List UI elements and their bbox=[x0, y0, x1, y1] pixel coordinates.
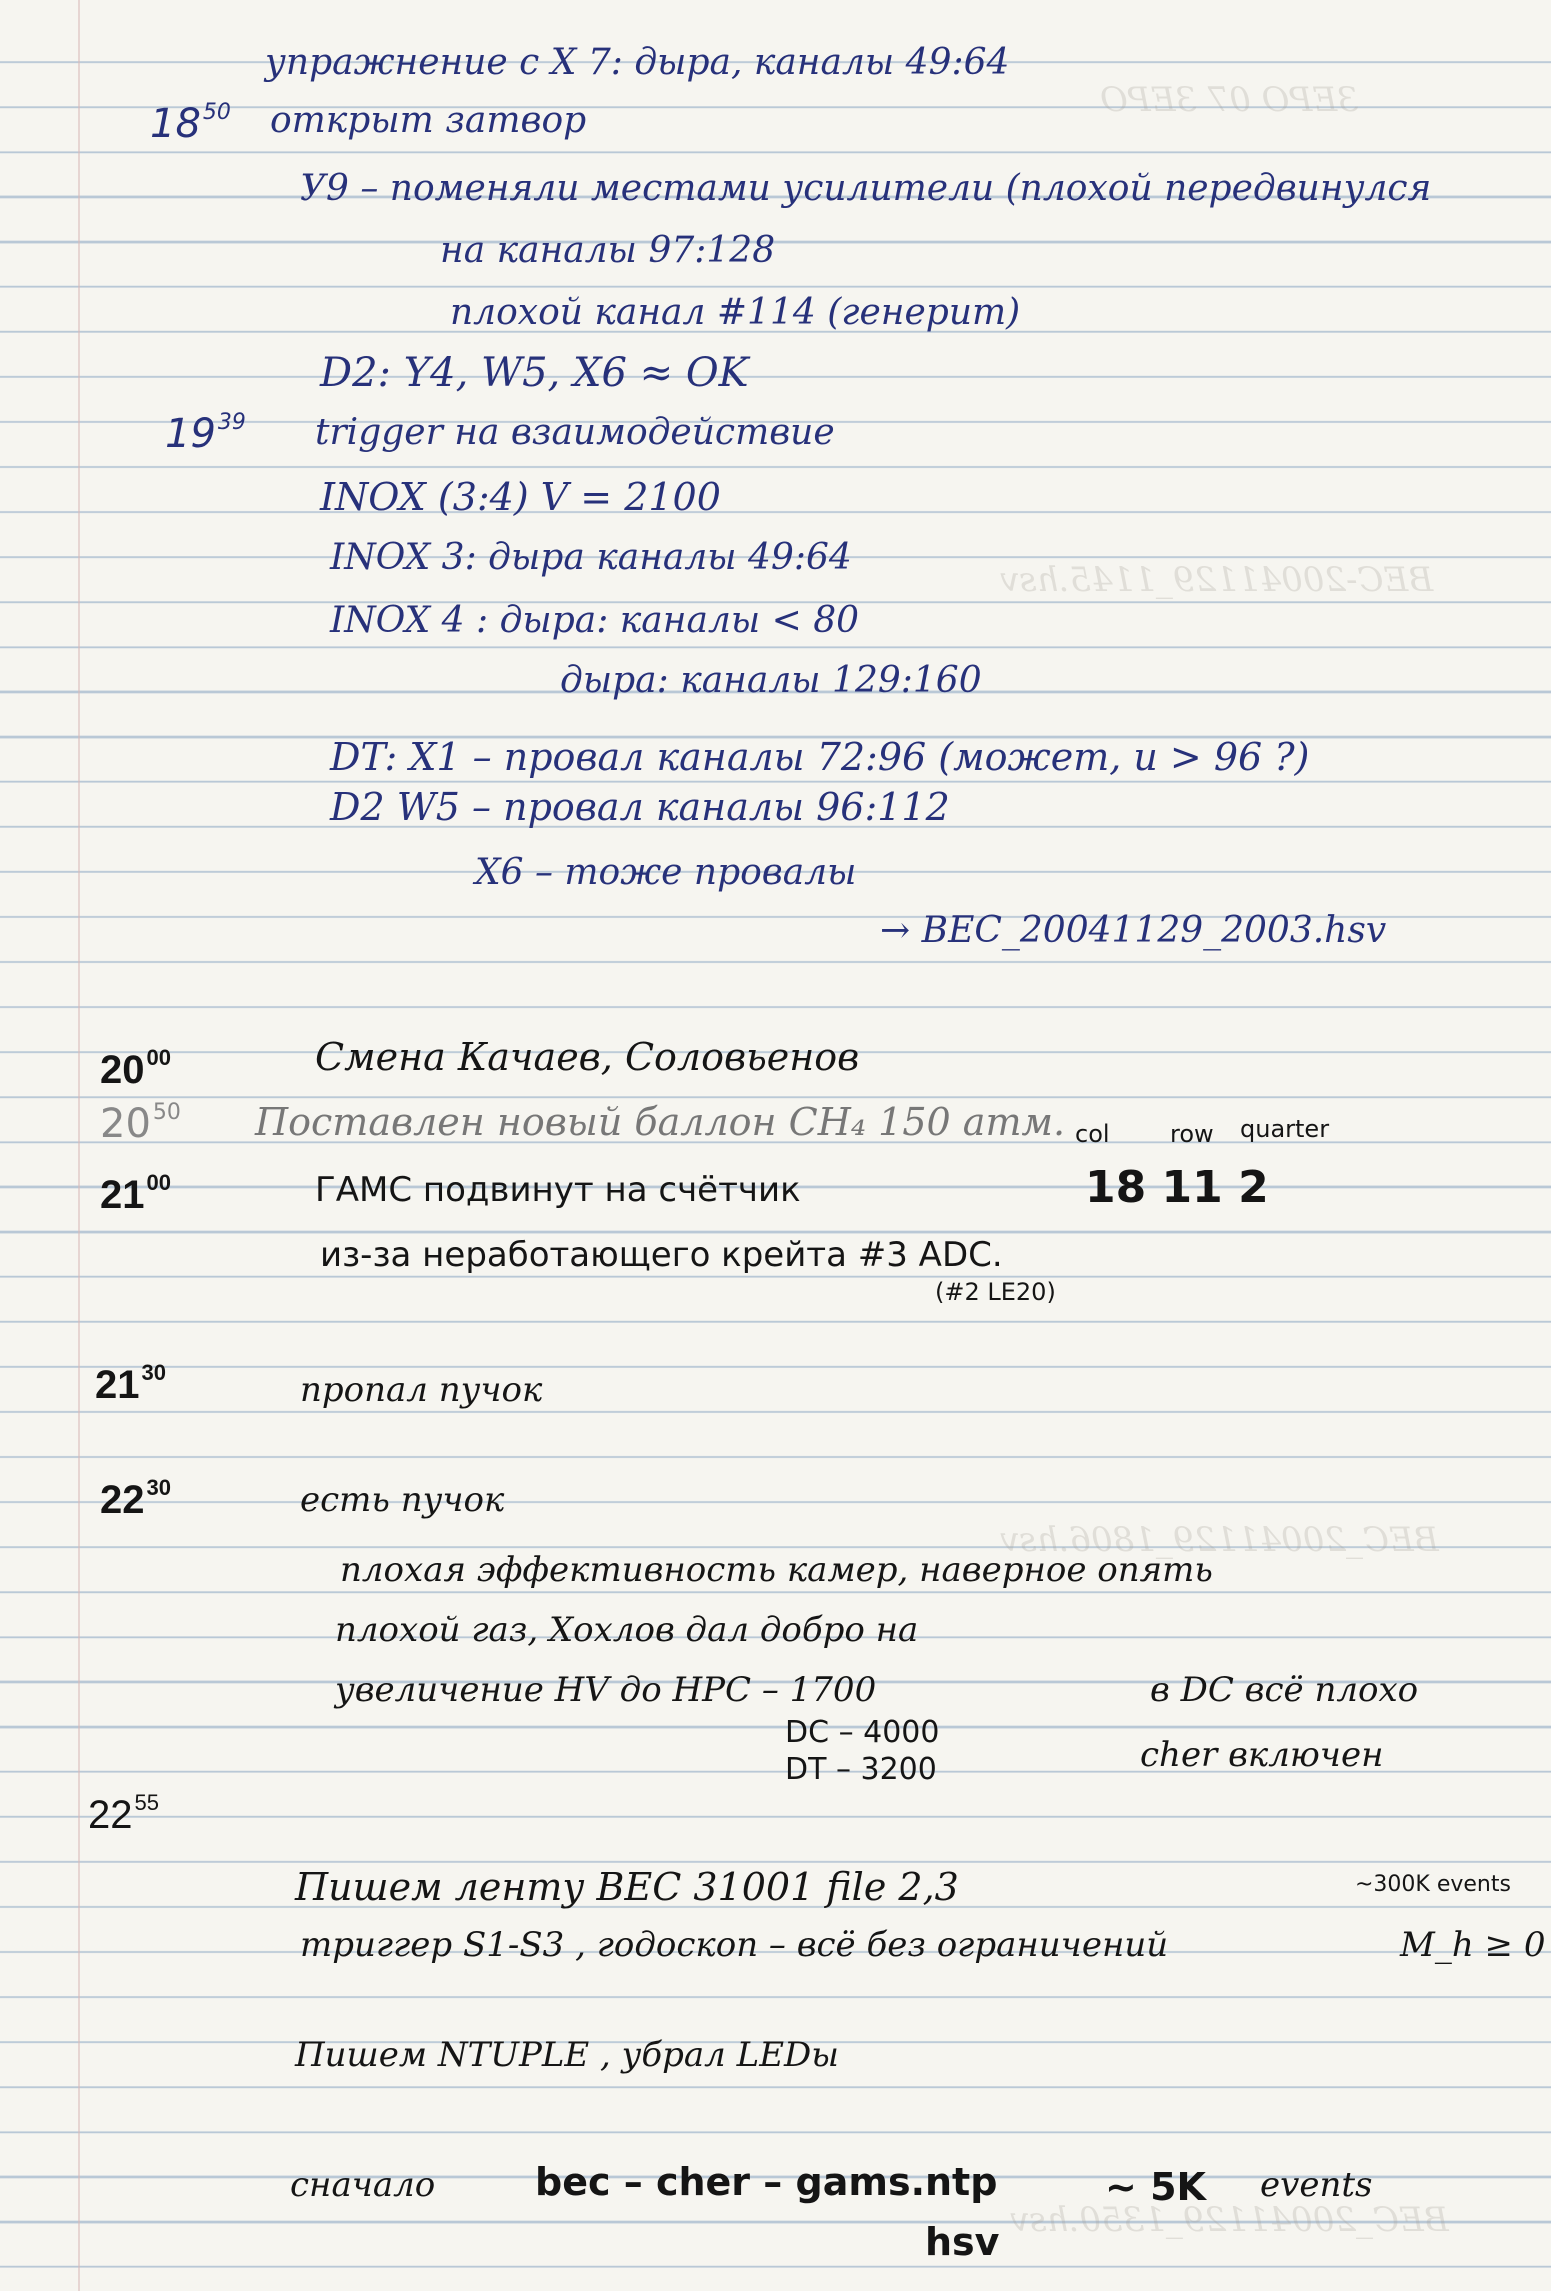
entry-line: триггер S1-S3 , годоскоп – всё без ограничений bbox=[300, 1925, 1169, 1965]
entry-line: увеличение HV до HPC – 1700 bbox=[335, 1670, 877, 1710]
entry-line: DT – 3200 bbox=[785, 1752, 937, 1787]
file-extension: ntp bbox=[925, 2160, 998, 2204]
time-2050: $20^{50}$ bbox=[100, 1100, 181, 1147]
entry-line: Пишем ленту BEC 31001 file 2,3 bbox=[295, 1865, 959, 1909]
entry-line: INOX 4 : дыра: каналы < 80 bbox=[330, 600, 860, 641]
file-name: bec – cher – gams. bbox=[535, 2160, 926, 2204]
entry-line: events bbox=[1260, 2165, 1373, 2205]
entry-line: из-за неработающего крейта #3 ADC. bbox=[320, 1235, 1003, 1275]
entry-line: ГАМС подвинут на счётчик bbox=[315, 1170, 801, 1210]
entry-line: Поставлен новый баллон CH₄ 150 атм. bbox=[255, 1100, 1066, 1144]
entry-line: есть пучок bbox=[300, 1480, 505, 1520]
entry-line: дыра: каналы 129:160 bbox=[560, 660, 982, 701]
show-through-text: ЗЕРО 07 ЗЕРО bbox=[1100, 80, 1359, 120]
entry-line: cher включен bbox=[1140, 1735, 1384, 1775]
show-through-text: BEC-20041129_1145.hsv bbox=[1000, 560, 1434, 600]
time-2130: $21^{30}$ bbox=[95, 1360, 166, 1407]
column-header: quarter bbox=[1240, 1115, 1330, 1143]
column-header: col bbox=[1075, 1120, 1110, 1148]
file-reference: → BEC_20041129_2003.hsv bbox=[880, 910, 1387, 951]
entry-line: упражнение с X 7: дыра, каналы 49:64 bbox=[265, 42, 1010, 83]
entry-line: плохой газ, Хохлов дал добро на bbox=[335, 1610, 919, 1650]
entry-line: D2 W5 – провал каналы 96:112 bbox=[330, 785, 950, 829]
entry-line: INOX (3:4) V = 2100 bbox=[320, 475, 721, 519]
entry-line: плохая эффективность камер, наверное опять bbox=[340, 1550, 1213, 1590]
entry-line: trigger на взаимодействие bbox=[315, 412, 835, 453]
entry-line: У9 – поменяли местами усилители (плохой передвинулся bbox=[300, 168, 1432, 209]
entry-line: на каналы 97:128 bbox=[440, 230, 776, 271]
entry-line: ~300K events bbox=[1355, 1872, 1511, 1897]
entry-line: сначало bbox=[290, 2165, 436, 2205]
file-extension: hsv bbox=[925, 2220, 1000, 2264]
show-through-text: BEC_20041129_1806.hsv bbox=[1000, 1520, 1439, 1560]
entry-line: M_h ≥ 0 bbox=[1400, 1925, 1546, 1965]
time-2100: $21^{00}$ bbox=[100, 1170, 171, 1217]
time-2230: $22^{30}$ bbox=[100, 1475, 171, 1522]
entry-line: открыт затвор bbox=[270, 100, 587, 141]
entry-line: DC – 4000 bbox=[785, 1715, 940, 1750]
entry-line: D2: Y4, W5, X6 ≈ OK bbox=[320, 350, 749, 396]
column-header: row bbox=[1170, 1120, 1214, 1148]
entry-line: Пишем NTUPLE , убрал LEDы bbox=[295, 2035, 839, 2075]
margin-line bbox=[78, 0, 80, 2291]
entry-line: INOX 3: дыра каналы 49:64 bbox=[330, 537, 852, 578]
entry-line: в DC всё плохо bbox=[1150, 1670, 1419, 1710]
time-2000: $20^{00}$ bbox=[100, 1045, 171, 1092]
counter-numbers: 18 11 2 bbox=[1085, 1162, 1269, 1213]
crate-note: (#2 LE20) bbox=[935, 1278, 1056, 1306]
time-1939: $19^{39}$ bbox=[165, 410, 246, 457]
entry-line: пропал пучок bbox=[300, 1370, 543, 1410]
time-1850: $18^{50}$ bbox=[150, 100, 231, 147]
event-count: ~ 5K bbox=[1105, 2165, 1206, 2209]
entry-line: Смена Качаев, Соловьенов bbox=[315, 1035, 860, 1079]
entry-line: X6 – тоже провалы bbox=[475, 852, 857, 893]
entry-line: DT: X1 – провал каналы 72:96 (может, и > 96 ?) bbox=[330, 735, 1310, 779]
entry-line: плохой канал #114 (генерит) bbox=[450, 292, 1021, 333]
time-2255: $22^{55}$ bbox=[88, 1790, 159, 1837]
show-through-text: BEC_20041129_1350.hsv bbox=[1010, 2200, 1449, 2240]
